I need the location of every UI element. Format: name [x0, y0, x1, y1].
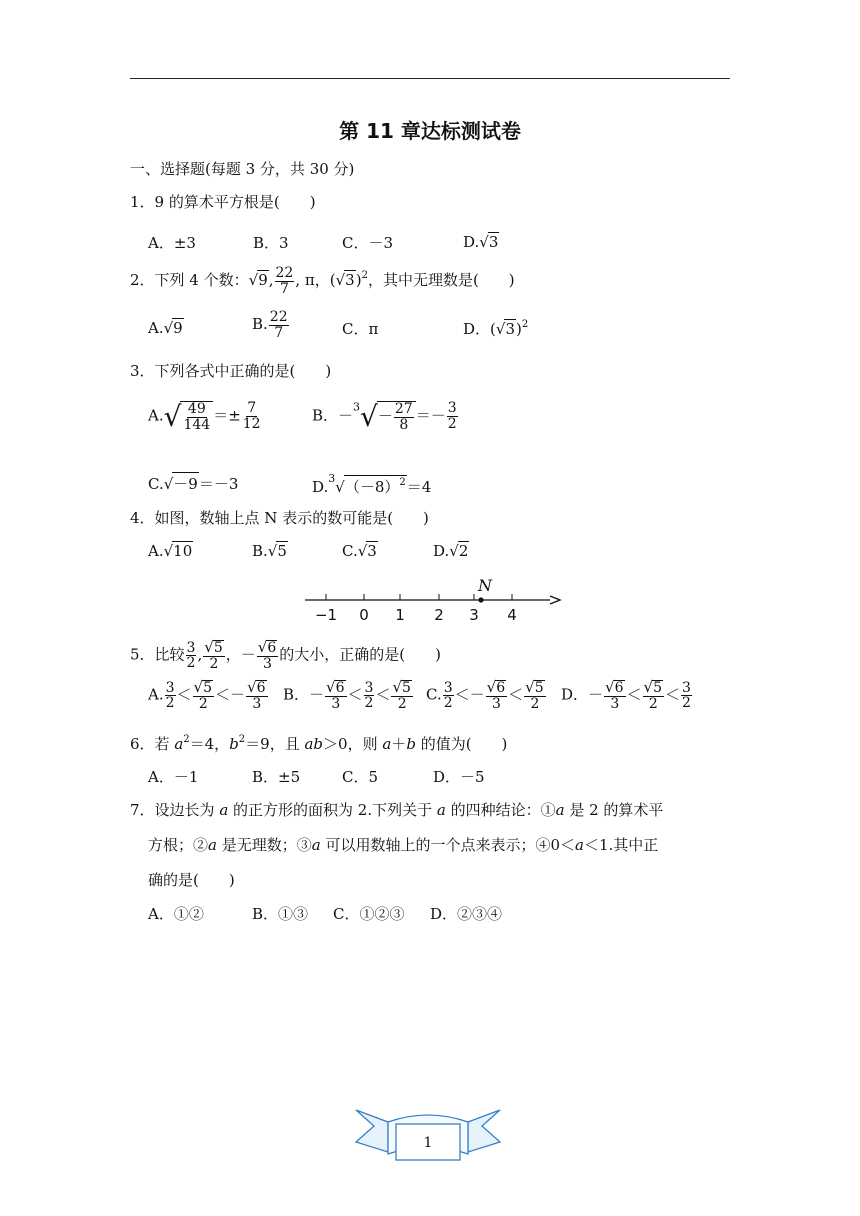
- q1-option-a: A．±3: [148, 234, 196, 252]
- section-heading: 一、选择题(每题 3 分，共 30 分): [130, 160, 355, 178]
- q3-option-a: A.√ $\frac{49}{144}$ ＝± $\frac{7}{12}$: [148, 400, 261, 433]
- number-line-arrow: [550, 596, 560, 604]
- q7-option-a: A．①②: [148, 905, 204, 923]
- point-n: [478, 597, 483, 602]
- q6-stem: 6．若 $a^2=4$，$b^2=9$，且 ab＞0，则 a＋b 的值为( ): [130, 734, 508, 753]
- q7-option-c: C．①②③: [333, 905, 405, 923]
- q5-option-c: C. $\frac{3}{2}$ ＜－ $\frac{√6}{3}$ ＜ $\frac{√5}{2}$: [426, 678, 544, 712]
- q2-option-c: C．π: [342, 320, 379, 338]
- page-title: 第 11 章达标测试卷: [339, 119, 521, 143]
- q3-option-d: $D.^3√(-8)^2=4$: [312, 472, 432, 496]
- q3-stem: 3．下列各式中正确的是( ): [130, 362, 332, 380]
- page-number-ribbon: [352, 1104, 504, 1166]
- q7-line-2: 方根；②a 是无理数；③a 可以用数轴上的一个点来表示；④0＜a＜1.其中正: [148, 836, 659, 854]
- q2-option-d: D．$(√3)^2$: [463, 319, 529, 338]
- q7-option-d: D．②③④: [430, 905, 503, 923]
- q6-option-b: B．±5: [252, 768, 301, 786]
- q7-line-1: 7．设边长为 a 的正方形的面积为 2.下列关于 a 的四种结论：①a 是 2 的算术平: [130, 801, 664, 819]
- q6-option-a: A．－1: [148, 768, 199, 786]
- q5-stem: 5．比较 $\frac{3}{2}$ , $\frac{√5}{2}$ ，－ $\frac{√6}{3}$ 的大小，正确的是( ): [130, 638, 441, 672]
- axis-label-1: 1: [395, 606, 405, 624]
- q4-option-a: A.√10: [148, 542, 193, 560]
- number-line-figure: [300, 574, 570, 630]
- q1-option-b: B．3: [253, 234, 289, 252]
- q7-option-b: B．①③: [252, 905, 309, 923]
- q4-option-b: B.√5: [252, 542, 287, 560]
- q2-option-a: A.√9: [148, 319, 183, 337]
- page-number: 1: [423, 1135, 433, 1151]
- q5-option-a: A. $\frac{3}{2}$ ＜ $\frac{√5}{2}$ ＜－ $\frac{√6}{3}$: [148, 678, 266, 712]
- axis-label-0: 0: [359, 606, 369, 624]
- q2-stem: 2．下列 4 个数：√9, $\frac{22}{7}$ , π，$(√3)^2$，其中无理数是( ): [130, 265, 515, 297]
- axis-label-m1: −1: [314, 606, 338, 624]
- q5-option-b: B．－ $\frac{√6}{3}$ ＜ $\frac{3}{2}$ ＜ $\frac{√5}{2}$: [283, 678, 411, 712]
- q7-line-3: 确的是( ): [148, 871, 235, 889]
- q6-option-d: D．－5: [433, 768, 485, 786]
- q3-option-b: B．－$^3$√－ $\frac{27}{8}$ ＝－ $\frac{3}{2}$: [312, 400, 457, 433]
- axis-label-3: 3: [469, 606, 479, 624]
- axis-label-2: 2: [434, 606, 444, 624]
- q6-option-c: C．5: [342, 768, 379, 786]
- q1-option-c: C．－3: [342, 234, 394, 252]
- point-n-label: N: [478, 576, 492, 595]
- ribbon-left-tail: [356, 1110, 388, 1152]
- q1-option-d: D.√3: [463, 233, 499, 251]
- q4-option-d: D.√2: [433, 542, 469, 560]
- ribbon-right-tail: [468, 1110, 500, 1152]
- header-rule: [130, 78, 730, 79]
- axis-label-4: 4: [507, 606, 517, 624]
- q3-option-c: C.√－9＝－3: [148, 472, 238, 494]
- q5-option-d: D．－ $\frac{√6}{3}$ ＜ $\frac{√5}{2}$ ＜ $\frac{3}{2}$: [561, 678, 691, 712]
- q2-option-b: B. $\frac{22}{7}$: [252, 309, 288, 341]
- q4-option-c: C.√3: [342, 542, 377, 560]
- q1-stem: 1．9 的算术平方根是( ): [130, 193, 316, 211]
- q4-stem: 4．如图，数轴上点 N 表示的数可能是( ): [130, 509, 429, 527]
